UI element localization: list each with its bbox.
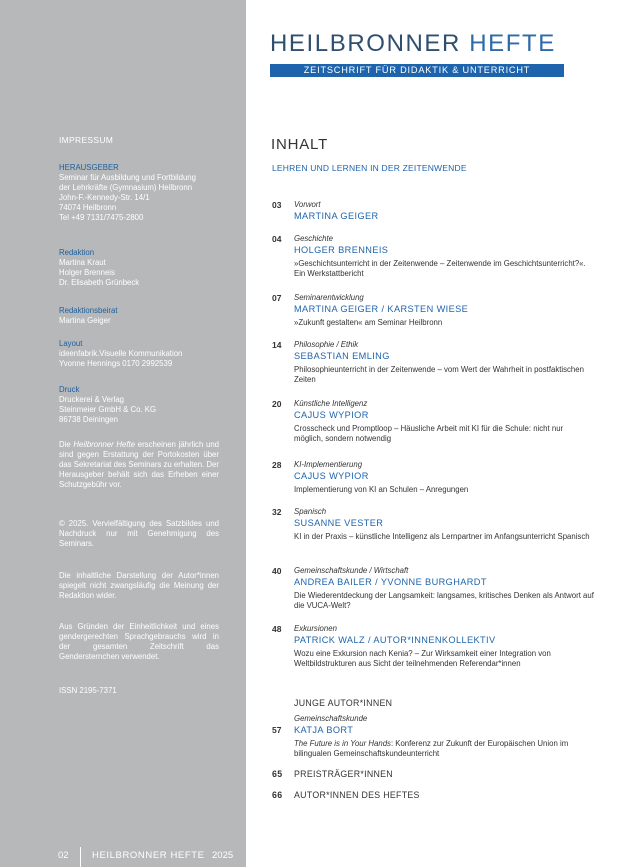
druck-heading: Druck (59, 385, 80, 394)
author: SEBASTIAN EMLING (294, 351, 390, 361)
page-num: 03 (272, 200, 282, 210)
layout-line: Yvonne Hennings 0170 2992539 (59, 359, 173, 368)
footer-title: HEILBRONNER HEFTE (92, 850, 205, 861)
masthead-title: HEILBRONNER HEFTE (270, 30, 556, 57)
toc-autoren: 66 AUTOR*INNEN DES HEFTES (272, 790, 420, 800)
page-number: 02 (58, 850, 69, 861)
gender-note: Aus Gründen der Einheitlichkeit und eines gendergerechten Sprachgebrauchs wird in der gesamten Zeitschrift das Gendersternchen verwendet. (59, 622, 219, 661)
redaktion-line: Dr. Elisabeth Grünbeck (59, 278, 140, 287)
toc-heading: INHALT (271, 136, 329, 153)
journal-name: Heilbronner Hefte (73, 440, 136, 449)
herausgeber-line: Seminar für Ausbildung und Fortbildung (59, 173, 196, 182)
category: Spanisch (294, 507, 327, 516)
author: ANDREA BAILER / YVONNE BURGHARDT (294, 577, 487, 587)
beirat-heading: Redaktionsbeirat (59, 306, 118, 315)
conference-title: The Future is in Your Hands (294, 739, 391, 748)
footer-year: 2025 (212, 850, 234, 861)
page-num: 28 (272, 460, 282, 470)
druck-line: Steinmeier GmbH & Co. KG (59, 405, 157, 414)
category: Gemeinschaftskunde (294, 714, 368, 723)
page-num: 04 (272, 234, 282, 244)
category: Künstliche Intelligenz (294, 399, 368, 408)
description: The Future is in Your Hands: Konferenz zur Zukunft der Europäischen Union im bilingualen Gemeinschaftskundeunterricht (294, 739, 569, 758)
author: SUSANNE VESTER (294, 518, 384, 528)
page-footer (0, 847, 246, 867)
footer-divider (80, 847, 81, 867)
redaktion-line: Holger Brenneis (59, 268, 115, 277)
description: Wozu eine Exkursion nach Kenia? – Zur Wirksamkeit einer Integration von Weltbildstrukturen aus Sicht der teilnehmenden Referendar*innen (294, 649, 551, 668)
herausgeber-heading: HERAUSGEBER (59, 163, 119, 172)
herausgeber-line: 74074 Heilbronn (59, 203, 117, 212)
toc-section-title: LEHREN UND LERNEN IN DER ZEITENWENDE (272, 163, 467, 173)
page-num: 32 (272, 507, 282, 517)
redaktion-block (59, 248, 219, 288)
category: Geschichte (294, 234, 334, 243)
category: Seminarentwicklung (294, 293, 364, 302)
category: Exkursionen (294, 624, 337, 633)
herausgeber-line: John-F.-Kennedy-Str. 14/1 (59, 193, 150, 202)
description: »Geschichtsunterricht in der Zeitenwende – Zeitenwende im Geschichtsunterricht?«. Ein Werkstattbericht (294, 259, 586, 278)
redaktion-line: Martina Kraut (59, 258, 106, 267)
impressum-heading: IMPRESSUM (59, 135, 114, 145)
page-num: 40 (272, 566, 282, 576)
herausgeber-line: der Lehrkräfte (Gymnasium) Heilbronn (59, 183, 193, 192)
author: HOLGER BRENNEIS (294, 245, 389, 255)
layout-block (59, 339, 219, 369)
description: »Zukunft gestalten« am Seminar Heilbronn (294, 318, 443, 327)
page-num: 57 (272, 725, 282, 735)
beirat-line: Martina Geiger (59, 316, 111, 325)
description: Crosscheck und Promptloop – Häusliche Arbeit mit KI für die Schule: nicht nur möglich, sondern notwendig (294, 424, 564, 443)
author: PATRICK WALZ / AUTOR*INNENKOLLEKTIV (294, 635, 496, 645)
beirat-block (59, 306, 219, 326)
author: CAJUS WYPIOR (294, 471, 369, 481)
layout-heading: Layout (59, 339, 83, 348)
description: Implementierung von KI an Schulen – Anregungen (294, 485, 469, 494)
description: KI in der Praxis – künstliche Intelligenz als Lernpartner im Anfangsunterricht Spanisch (294, 532, 590, 541)
author: MARTINA GEIGER (294, 211, 379, 221)
disclaimer-note: Die inhaltliche Darstellung der Autor*innen spiegelt nicht zwangsläufig die Meinung der Redaktion wider. (59, 571, 219, 600)
masthead-subtitle: ZEITSCHRIFT FÜR DIDAKTIK & UNTERRICHT (270, 64, 564, 77)
junge-autorinnen-heading: JUNGE AUTOR*INNEN (294, 698, 393, 708)
author: KATJA BORT (294, 725, 354, 735)
sidebar-impressum (0, 0, 246, 867)
druck-line: 86738 Deiningen (59, 415, 118, 424)
page-num: 48 (272, 624, 282, 634)
copyright-note: © 2025. Vervielfältigung des Satzbildes und Nachdruck nur mit Genehmigung des Seminars. (59, 519, 219, 548)
category: Vorwort (294, 200, 321, 209)
druck-line: Druckerei & Verlag (59, 395, 125, 404)
page-num: 07 (272, 293, 282, 303)
page-num: 14 (272, 340, 282, 350)
category: Philosophie / Ethik (294, 340, 359, 349)
distribution-note: Die Heilbronner Hefte erscheinen jährlich und sind gegen Erstattung der Portokosten über das Sekretariat des Seminars zu erhalten. Der Herausgeber behält sich das Erheben einer Schutzgebühr vor. (59, 440, 219, 489)
category: Gemeinschaftskunde / Wirtschaft (294, 566, 409, 575)
description: Die Wiederentdeckung der Langsamkeit: langsames, kritisches Denken als Antwort auf die VUCA-Welt? (294, 591, 594, 610)
redaktion-heading: Redaktion (59, 248, 95, 257)
issn: ISSN 2195-7371 (59, 686, 117, 695)
category: KI-Implementierung (294, 460, 363, 469)
toc-preistraeger: 65 PREISTRÄGER*INNEN (272, 769, 393, 779)
author: CAJUS WYPIOR (294, 410, 369, 420)
page-num: 20 (272, 399, 282, 409)
druck-block (59, 385, 219, 425)
author: MARTINA GEIGER / KARSTEN WIESE (294, 304, 469, 314)
herausgeber-line: Tel +49 7131/7475-2800 (59, 213, 144, 222)
layout-line: ideenfabrik.Visuelle Kommunikation (59, 349, 183, 358)
herausgeber-block (59, 163, 219, 223)
description: Philosophieunterricht in der Zeitenwende – vom Wert der Wahrheit in postfaktischen Zeiten (294, 365, 584, 384)
